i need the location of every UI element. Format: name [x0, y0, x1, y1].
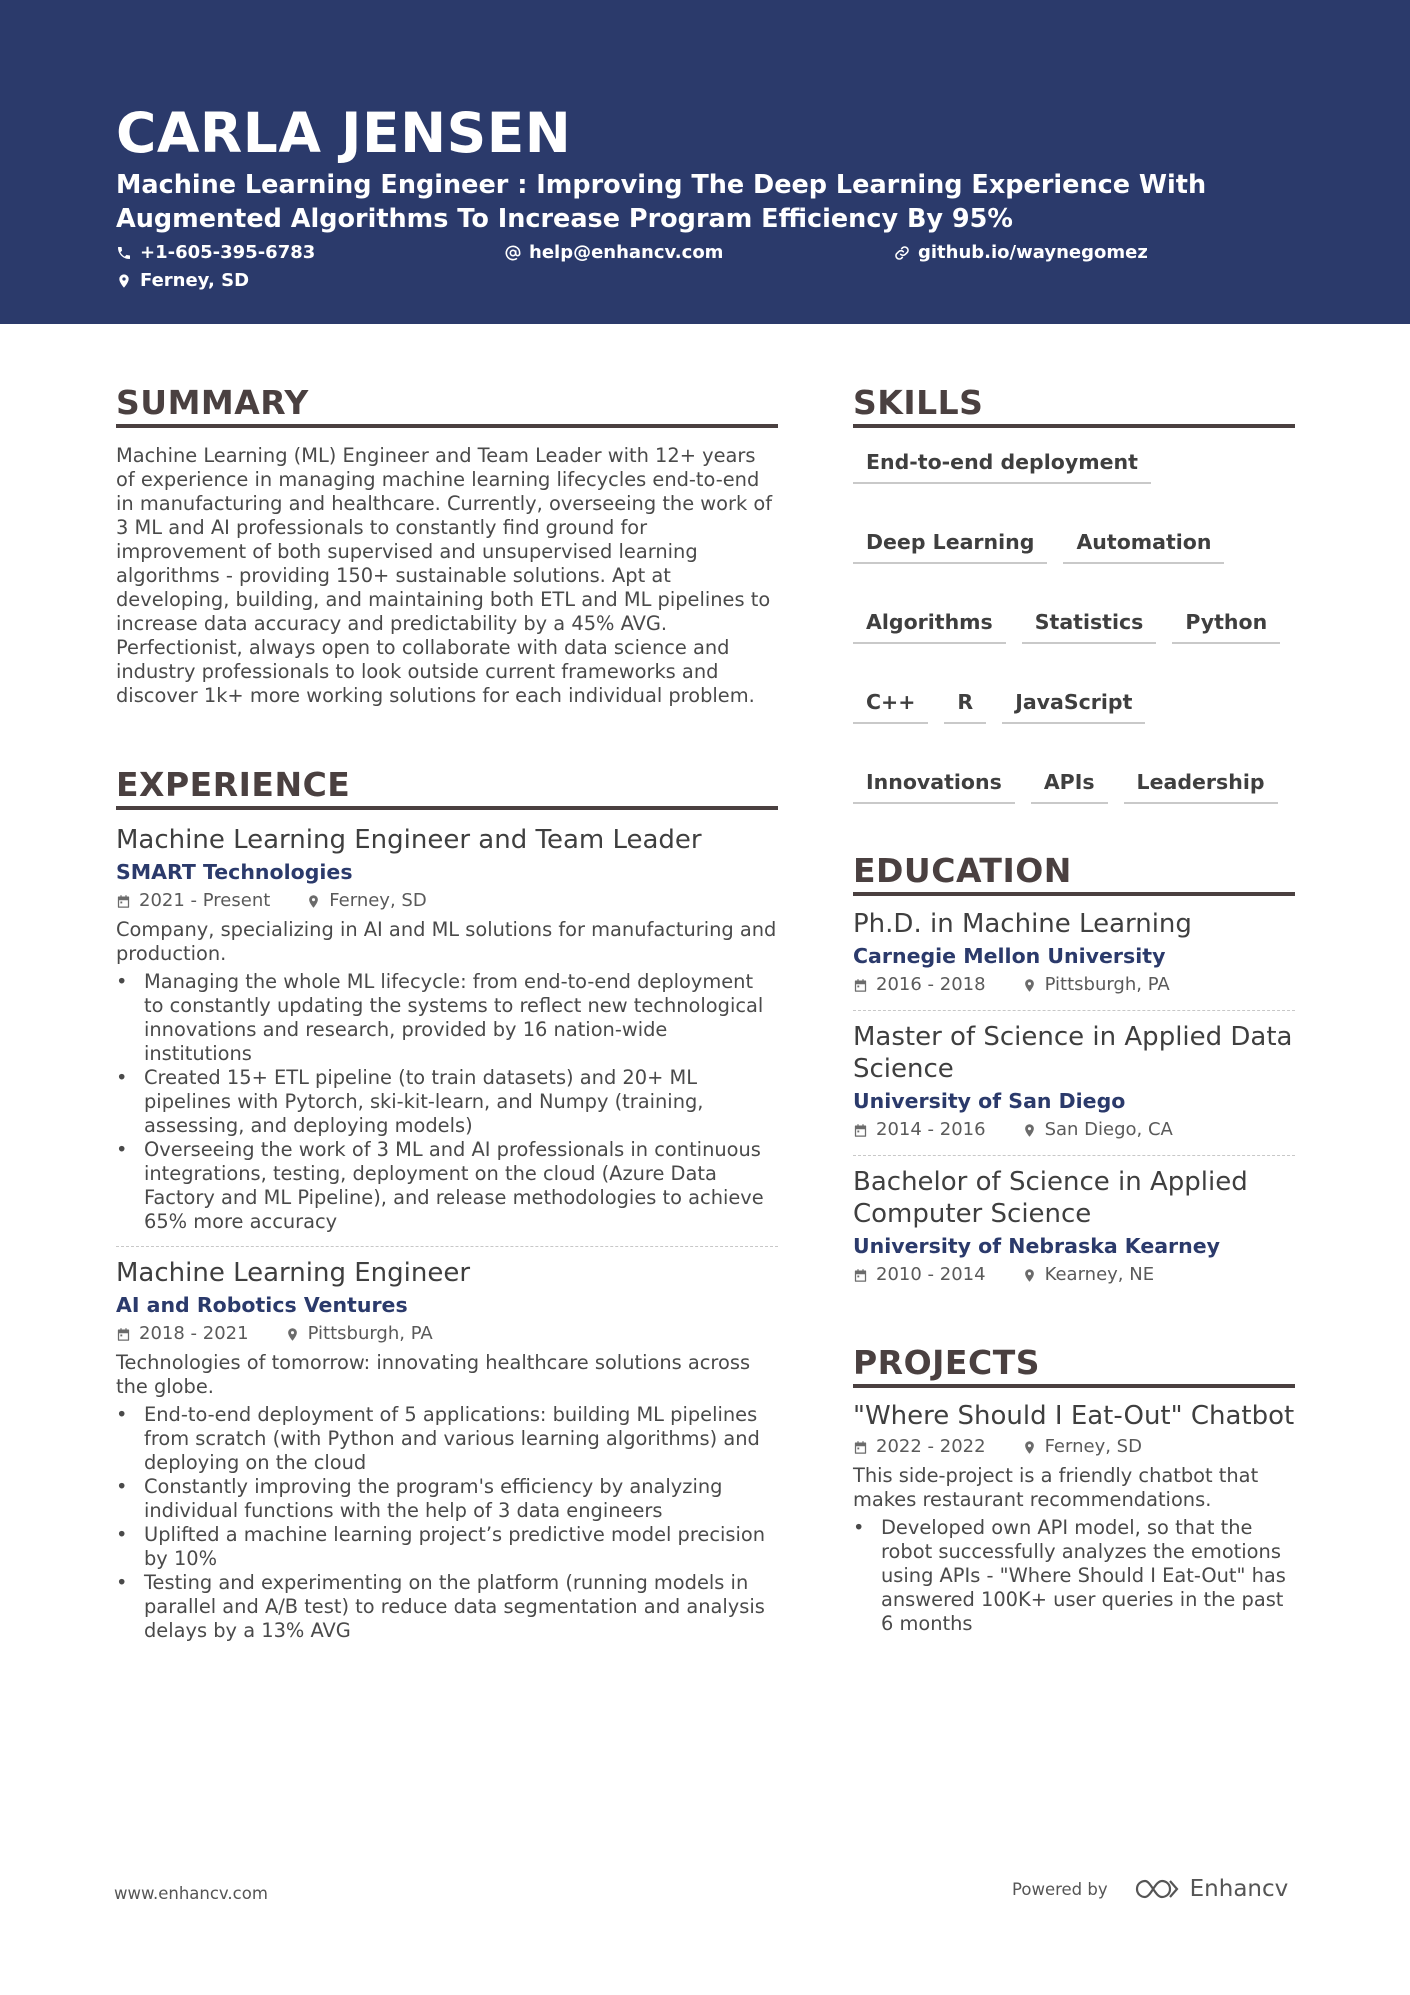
location-text: Ferney, SD: [140, 270, 250, 291]
company-name: AI and Robotics Ventures: [116, 1293, 408, 1317]
education-dates: [853, 1262, 986, 1288]
education-dates: [853, 972, 986, 998]
job-location: [306, 888, 426, 914]
skills-title: SKILLS: [853, 382, 1295, 428]
education-location-text: San Diego, CA: [1044, 1119, 1173, 1140]
education-meta: [853, 1262, 1295, 1288]
enhancv-logo[interactable]: [1134, 1876, 1289, 1902]
website-text: github.io/waynegomez: [918, 242, 1148, 263]
phone-icon: [116, 245, 132, 261]
right-column: [853, 382, 1295, 1636]
summary-section: [116, 382, 778, 708]
map-pin-icon: [1022, 1440, 1037, 1455]
education-entry: [853, 1021, 1295, 1143]
education-dates-text: 2016 - 2018: [876, 974, 986, 995]
footer-website[interactable]: www.enhancv.com: [114, 1884, 268, 1903]
calendar-icon: [853, 978, 868, 993]
education-dates: [853, 1117, 986, 1143]
calendar-icon: [116, 1327, 131, 1342]
header-banner: [0, 0, 1410, 324]
map-pin-icon: [1022, 978, 1037, 993]
skill-tag: Statistics: [1022, 608, 1157, 644]
enhancv-logo-icon: [1134, 1877, 1180, 1901]
project-bullet: • Developed own API model, so that the robot successfully analyzes the emotions using APIs - "Where Should I Eat-Out" has answered 100K+ user queries in the past 6 months: [853, 1516, 1295, 1636]
skill-tag: C++: [853, 688, 928, 724]
calendar-icon: [853, 1123, 868, 1138]
job-location-text: Pittsburgh, PA: [307, 1323, 433, 1344]
at-sign-icon: [505, 245, 521, 261]
skill-tag: R: [944, 688, 986, 724]
brand-name: Enhancv: [1189, 1876, 1289, 1902]
job-bullet: • Managing the whole ML lifecycle: from end-to-end deployment to constantly updating the systems to reflect new technological innovations and research, provided by 16 nation-wide institutions: [116, 970, 778, 1066]
skill-tag: JavaScript: [1002, 688, 1145, 724]
summary-title: SUMMARY: [116, 382, 778, 428]
job-description: Technologies of tomorrow: innovating healthcare solutions across the globe.: [116, 1351, 751, 1398]
education-location-text: Kearney, NE: [1044, 1264, 1155, 1285]
job-bullet: • Testing and experimenting on the platform (running models in parallel and A/B test) to reduce data segmentation and analysis delays by a 13% AVG: [116, 1571, 778, 1643]
education-entry: [853, 908, 1295, 998]
skill-tag: Innovations: [853, 768, 1015, 804]
job-dates-text: 2021 - Present: [139, 890, 271, 911]
skill-tag: Automation: [1063, 528, 1224, 564]
calendar-icon: [116, 894, 131, 909]
projects-section: [853, 1342, 1295, 1636]
contact-email[interactable]: [505, 241, 723, 265]
education-entry: [853, 1166, 1295, 1288]
job-dates: [116, 888, 270, 914]
map-pin-icon: [285, 1327, 300, 1342]
education-meta: [853, 972, 1295, 998]
degree-title: Ph.D. in Machine Learning: [853, 909, 1192, 939]
candidate-headline: Machine Learning Engineer : Improving The Deep Learning Experience With Augmented Algorithms To Increase Program Efficiency By 95%: [116, 170, 1207, 234]
job-bullets: [116, 1403, 778, 1643]
degree-title: Bachelor of Science in Applied Computer Science: [853, 1167, 1248, 1229]
school-name: University of Nebraska Kearney: [853, 1234, 1221, 1258]
job-dates: [116, 1321, 249, 1347]
project-location-text: Ferney, SD: [1044, 1436, 1142, 1457]
job-title: Machine Learning Engineer: [116, 1258, 471, 1288]
job-bullet: • Overseeing the work of 3 ML and AI professionals in continuous integrations, testing, deployment on the cloud (Azure Data Factory and ML Pipeline), and release methodologies to achieve 65% more accuracy: [116, 1138, 778, 1234]
education-location-text: Pittsburgh, PA: [1044, 974, 1170, 995]
degree-title: Master of Science in Applied Data Science: [853, 1022, 1293, 1084]
left-column: [116, 382, 778, 1643]
link-icon: [894, 245, 910, 261]
skill-tag: End-to-end deployment: [853, 448, 1151, 484]
phone-text: +1-605-395-6783: [140, 242, 316, 263]
job-entry: [116, 824, 778, 1234]
project-entry: [853, 1400, 1295, 1636]
job-bullets: [116, 970, 778, 1234]
email-text: help@enhancv.com: [529, 242, 724, 263]
map-pin-icon: [116, 273, 132, 289]
summary-text: Machine Learning (ML) Engineer and Team Leader with 12+ years of experience in managing machine learning lifecycles end-to-end in manufacturing and healthcare. Currently, overseeing the work of 3 ML and AI professionals to constantly find ground for improvement of both supervised and unsupervised learning algorithms - providing 150+ sustainable solutions. Apt at developing, building, and maintaining both ETL and ML pipelines to increase data accuracy and predictability by a 45% AVG. Perfectionist, always open to collaborate with data science and industry professionals to look outside current frameworks and discover 1k+ more working solutions for each individual problem.: [116, 444, 773, 707]
education-location: [1022, 1117, 1173, 1143]
entry-divider: [853, 1010, 1295, 1011]
entry-divider: [853, 1155, 1295, 1156]
job-description: Company, specializing in AI and ML solutions for manufacturing and production.: [116, 918, 777, 965]
education-dates-text: 2014 - 2016: [876, 1119, 986, 1140]
education-meta: [853, 1117, 1295, 1143]
job-entry: [116, 1257, 778, 1643]
footer-branding: [1012, 1876, 1288, 1902]
contact-phone[interactable]: [116, 241, 315, 265]
experience-section: [116, 764, 778, 1643]
project-description: This side-project is a friendly chatbot that makes restaurant recommendations.: [853, 1464, 1259, 1511]
candidate-name: CARLA JENSEN: [116, 101, 572, 165]
map-pin-icon: [1022, 1123, 1037, 1138]
project-meta: [853, 1434, 1295, 1460]
map-pin-icon: [1022, 1268, 1037, 1283]
calendar-icon: [853, 1268, 868, 1283]
education-location: [1022, 1262, 1155, 1288]
experience-title: EXPERIENCE: [116, 764, 778, 810]
job-bullet: • End-to-end deployment of 5 applications: building ML pipelines from scratch (with Python and various learning algorithms) and deploying on the cloud: [116, 1403, 778, 1475]
job-location: [285, 1321, 433, 1347]
project-dates-text: 2022 - 2022: [876, 1436, 986, 1457]
contact-location: [116, 269, 249, 293]
job-meta: [116, 1321, 778, 1347]
job-dates-text: 2018 - 2021: [139, 1323, 249, 1344]
education-section: [853, 850, 1295, 1288]
school-name: University of San Diego: [853, 1089, 1126, 1113]
job-bullet: • Created 15+ ETL pipeline (to train datasets) and 20+ ML pipelines with Pytorch, ski-kit-learn, and Numpy (training, assessing, and deploying models): [116, 1066, 778, 1138]
job-meta: [116, 888, 778, 914]
project-location: [1022, 1434, 1142, 1460]
school-name: Carnegie Mellon University: [853, 944, 1166, 968]
skill-tag: Leadership: [1124, 768, 1278, 804]
projects-title: PROJECTS: [853, 1342, 1295, 1388]
project-bullets: [853, 1516, 1295, 1636]
job-title: Machine Learning Engineer and Team Leader: [116, 825, 702, 855]
map-pin-icon: [306, 894, 321, 909]
education-title: EDUCATION: [853, 850, 1295, 896]
powered-by-text: Powered by: [1012, 1879, 1108, 1899]
skill-tag: APIs: [1031, 768, 1108, 804]
job-bullet: • Uplifted a machine learning project’s predictive model precision by 10%: [116, 1523, 778, 1571]
calendar-icon: [853, 1440, 868, 1455]
contact-website[interactable]: [894, 241, 1148, 265]
skills-list: [853, 448, 1295, 804]
project-title: "Where Should I Eat-Out" Chatbot: [853, 1401, 1295, 1431]
job-bullet: • Constantly improving the program's efficiency by analyzing individual functions with the help of 3 data engineers: [116, 1475, 778, 1523]
education-location: [1022, 972, 1170, 998]
skill-tag: Algorithms: [853, 608, 1006, 644]
skills-section: [853, 382, 1295, 804]
company-name: SMART Technologies: [116, 860, 353, 884]
entry-divider: [116, 1246, 778, 1247]
project-dates: [853, 1434, 986, 1460]
job-location-text: Ferney, SD: [329, 890, 427, 911]
skill-tag: Python: [1172, 608, 1280, 644]
skill-tag: Deep Learning: [853, 528, 1047, 564]
education-dates-text: 2010 - 2014: [876, 1264, 986, 1285]
